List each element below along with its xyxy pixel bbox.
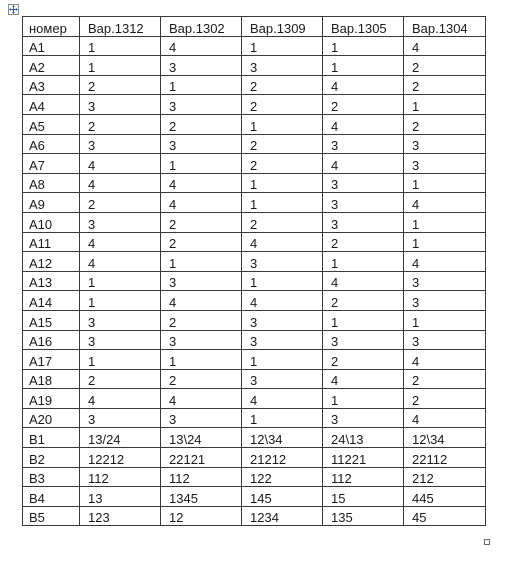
row-label-cell[interactable]: А5 (23, 114, 80, 134)
answer-cell[interactable]: 24\13 (323, 428, 404, 448)
row-label-cell[interactable]: А2 (23, 56, 80, 76)
table-row (23, 252, 486, 272)
four-arrows-move-icon (9, 5, 18, 14)
answer-cell[interactable]: 2 (242, 154, 323, 174)
answer-cell[interactable]: 2 (323, 350, 404, 370)
answer-cell[interactable]: 3 (323, 173, 404, 193)
answer-cell[interactable]: 3 (242, 252, 323, 272)
answer-cell[interactable]: 3 (80, 330, 161, 350)
answer-cell[interactable]: 4 (323, 271, 404, 291)
answer-cell[interactable]: 1 (242, 271, 323, 291)
answer-cell[interactable]: 22112 (404, 448, 486, 468)
answer-cell[interactable]: 3 (242, 330, 323, 350)
table-row (23, 56, 486, 76)
row-label-cell[interactable]: А9 (23, 193, 80, 213)
answer-cell[interactable]: 4 (80, 389, 161, 409)
answer-cell[interactable]: 3 (404, 330, 486, 350)
answer-cell[interactable]: 1 (80, 291, 161, 311)
answer-cell[interactable]: 4 (323, 154, 404, 174)
row-label-cell[interactable]: В3 (23, 467, 80, 487)
row-label-cell[interactable]: В5 (23, 506, 80, 526)
answer-cell[interactable]: 1 (161, 350, 242, 370)
answer-cell[interactable]: 13 (80, 487, 161, 507)
table-row (23, 467, 486, 487)
table-row (23, 114, 486, 134)
answer-cell[interactable]: 22121 (161, 448, 242, 468)
answer-cell[interactable]: 1 (242, 114, 323, 134)
answer-cell[interactable]: 112 (161, 467, 242, 487)
answer-cell[interactable]: 3 (323, 330, 404, 350)
header-cell-number[interactable]: номер (23, 17, 80, 37)
answer-cell[interactable]: 4 (242, 389, 323, 409)
answer-cell[interactable]: 1 (242, 350, 323, 370)
row-label-cell[interactable]: А11 (23, 232, 80, 252)
answer-cell[interactable]: 12212 (80, 448, 161, 468)
row-label-cell[interactable]: А14 (23, 291, 80, 311)
row-label-cell[interactable]: А16 (23, 330, 80, 350)
row-label-cell[interactable]: А12 (23, 252, 80, 272)
table-row (23, 310, 486, 330)
row-label-cell[interactable]: А6 (23, 134, 80, 154)
row-label-cell[interactable]: В1 (23, 428, 80, 448)
answer-cell[interactable]: 4 (161, 291, 242, 311)
answer-cell[interactable]: 4 (161, 173, 242, 193)
row-label-cell[interactable]: А13 (23, 271, 80, 291)
answers-table (22, 16, 486, 526)
answer-cell[interactable]: 145 (242, 487, 323, 507)
row-label-cell[interactable]: А15 (23, 310, 80, 330)
answer-cell[interactable]: 1 (161, 75, 242, 95)
answer-cell[interactable]: 11221 (323, 448, 404, 468)
header-cell-variant-1305[interactable]: Вар.1305 (323, 17, 404, 37)
row-label-cell[interactable]: А20 (23, 408, 80, 428)
answer-cell[interactable]: 3 (242, 310, 323, 330)
table-resize-handle-icon[interactable] (484, 539, 490, 545)
answer-cell[interactable]: 2 (161, 310, 242, 330)
answer-cell[interactable]: 3 (161, 95, 242, 115)
answer-cell[interactable]: 2 (80, 114, 161, 134)
answer-cell[interactable]: 4 (161, 389, 242, 409)
header-cell-variant-1302[interactable]: Вар.1302 (161, 17, 242, 37)
answer-cell[interactable]: 2 (323, 95, 404, 115)
answer-cell[interactable]: 1 (242, 36, 323, 56)
answer-cell[interactable]: 3 (404, 134, 486, 154)
answer-cell[interactable]: 2 (242, 134, 323, 154)
answer-cell[interactable]: 1 (242, 193, 323, 213)
answer-cell[interactable]: 1 (404, 232, 486, 252)
answer-cell[interactable]: 1234 (242, 506, 323, 526)
answer-cell[interactable]: 1 (404, 95, 486, 115)
answer-cell[interactable]: 2 (404, 369, 486, 389)
answer-cell[interactable]: 12\34 (404, 428, 486, 448)
answer-cell[interactable]: 1 (404, 173, 486, 193)
row-label-cell[interactable]: А17 (23, 350, 80, 370)
answer-cell[interactable]: 13\24 (161, 428, 242, 448)
answer-cell[interactable]: 112 (323, 467, 404, 487)
answer-cell[interactable]: 2 (161, 232, 242, 252)
answer-cell[interactable]: 2 (80, 369, 161, 389)
answer-cell[interactable]: 3 (323, 408, 404, 428)
table-row (23, 330, 486, 350)
answer-cell[interactable]: 1 (161, 154, 242, 174)
table-row (23, 75, 486, 95)
table-move-handle-icon[interactable] (8, 4, 19, 15)
answer-cell[interactable]: 1 (242, 408, 323, 428)
answer-cell[interactable]: 212 (404, 467, 486, 487)
answer-cell[interactable]: 122 (242, 467, 323, 487)
answer-cell[interactable]: 3 (161, 134, 242, 154)
answer-cell[interactable]: 3 (161, 56, 242, 76)
answer-cell[interactable]: 4 (404, 408, 486, 428)
answer-cell[interactable]: 4 (404, 36, 486, 56)
answer-cell[interactable]: 4 (404, 252, 486, 272)
answer-cell[interactable]: 15 (323, 487, 404, 507)
answer-cell[interactable]: 13/24 (80, 428, 161, 448)
answer-cell[interactable]: 135 (323, 506, 404, 526)
row-label-cell[interactable]: А18 (23, 369, 80, 389)
answer-cell[interactable]: 4 (80, 252, 161, 272)
row-label-cell[interactable]: А10 (23, 212, 80, 232)
answer-cell[interactable]: 1 (242, 173, 323, 193)
table-row (23, 428, 486, 448)
answer-cell[interactable]: 4 (323, 114, 404, 134)
answer-cell[interactable]: 4 (242, 291, 323, 311)
answer-cell[interactable]: 2 (404, 114, 486, 134)
answer-cell[interactable]: 4 (161, 36, 242, 56)
answer-cell[interactable]: 1 (161, 252, 242, 272)
table-row (23, 232, 486, 252)
answer-cell[interactable]: 1 (80, 36, 161, 56)
row-label-cell[interactable]: А4 (23, 95, 80, 115)
table-row (23, 173, 486, 193)
answer-cell[interactable]: 2 (161, 369, 242, 389)
answer-cell[interactable]: 1 (80, 271, 161, 291)
answer-cell[interactable]: 3 (404, 291, 486, 311)
answer-cell[interactable]: 2 (323, 232, 404, 252)
answer-cell[interactable]: 3 (80, 212, 161, 232)
row-label-cell[interactable]: А8 (23, 173, 80, 193)
answer-cell[interactable]: 2 (80, 193, 161, 213)
answer-cell[interactable]: 4 (404, 350, 486, 370)
table-row (23, 212, 486, 232)
answer-cell[interactable]: 4 (323, 369, 404, 389)
answer-cell[interactable]: 3 (80, 95, 161, 115)
table-row (23, 448, 486, 468)
answer-cell[interactable]: 123 (80, 506, 161, 526)
answer-cell[interactable]: 1 (404, 212, 486, 232)
answer-cell[interactable]: 2 (242, 95, 323, 115)
answer-cell[interactable]: 4 (80, 154, 161, 174)
row-label-cell[interactable]: А7 (23, 154, 80, 174)
row-label-cell[interactable]: А1 (23, 36, 80, 56)
table-row (23, 291, 486, 311)
answer-cell[interactable]: 1 (404, 310, 486, 330)
table-row (23, 36, 486, 56)
table-row (23, 408, 486, 428)
header-cell-variant-1309[interactable]: Вар.1309 (242, 17, 323, 37)
answer-cell[interactable]: 21212 (242, 448, 323, 468)
table-row (23, 95, 486, 115)
table-header-row (23, 17, 486, 37)
answer-cell[interactable]: 3 (323, 193, 404, 213)
table-row (23, 369, 486, 389)
answer-cell[interactable]: 2 (323, 291, 404, 311)
answer-cell[interactable]: 1 (80, 56, 161, 76)
answer-cell[interactable]: 3 (161, 408, 242, 428)
table-row (23, 134, 486, 154)
answer-cell[interactable]: 2 (404, 389, 486, 409)
row-label-cell[interactable]: А3 (23, 75, 80, 95)
answer-cell[interactable]: 3 (80, 310, 161, 330)
answer-cell[interactable]: 2 (242, 75, 323, 95)
answer-cell[interactable]: 2 (242, 212, 323, 232)
table-row (23, 154, 486, 174)
answer-cell[interactable]: 3 (161, 330, 242, 350)
answer-cell[interactable]: 4 (404, 193, 486, 213)
answer-cell[interactable]: 4 (80, 232, 161, 252)
header-cell-variant-1312[interactable]: Вар.1312 (80, 17, 161, 37)
answer-cell[interactable]: 3 (242, 369, 323, 389)
answer-cell[interactable]: 3 (242, 56, 323, 76)
table-row (23, 271, 486, 291)
answer-cell[interactable]: 1 (323, 36, 404, 56)
answer-cell[interactable]: 2 (404, 75, 486, 95)
answer-cell[interactable]: 112 (80, 467, 161, 487)
table-row (23, 506, 486, 526)
answer-cell[interactable]: 12 (161, 506, 242, 526)
answer-cell[interactable]: 1 (323, 310, 404, 330)
table-row (23, 487, 486, 507)
answer-cell[interactable]: 45 (404, 506, 486, 526)
row-label-cell[interactable]: В2 (23, 448, 80, 468)
answer-cell[interactable]: 1 (323, 252, 404, 272)
answer-cell[interactable]: 1 (80, 350, 161, 370)
answer-cell[interactable]: 4 (161, 193, 242, 213)
header-cell-variant-1304[interactable]: Вар.1304 (404, 17, 486, 37)
answer-cell[interactable]: 2 (80, 75, 161, 95)
answer-cell[interactable]: 3 (161, 271, 242, 291)
answer-cell[interactable]: 2 (161, 114, 242, 134)
answer-cell[interactable]: 4 (242, 232, 323, 252)
table-row (23, 193, 486, 213)
answer-cell[interactable]: 4 (323, 75, 404, 95)
answer-cell[interactable]: 2 (161, 212, 242, 232)
answer-cell[interactable]: 3 (323, 212, 404, 232)
row-label-cell[interactable]: А19 (23, 389, 80, 409)
row-label-cell[interactable]: В4 (23, 487, 80, 507)
table-row (23, 350, 486, 370)
answer-cell[interactable]: 3 (404, 154, 486, 174)
answer-cell[interactable]: 12\34 (242, 428, 323, 448)
answers-table-body (23, 17, 486, 526)
answer-cell[interactable]: 1 (323, 389, 404, 409)
answer-cell[interactable]: 1 (323, 56, 404, 76)
answer-cell[interactable]: 3 (80, 134, 161, 154)
answer-cell[interactable]: 3 (80, 408, 161, 428)
table-row (23, 389, 486, 409)
answer-cell[interactable]: 445 (404, 487, 486, 507)
answer-cell[interactable]: 3 (404, 271, 486, 291)
answer-cell[interactable]: 3 (323, 134, 404, 154)
answer-cell[interactable]: 4 (80, 173, 161, 193)
answer-cell[interactable]: 2 (404, 56, 486, 76)
answer-cell[interactable]: 1345 (161, 487, 242, 507)
